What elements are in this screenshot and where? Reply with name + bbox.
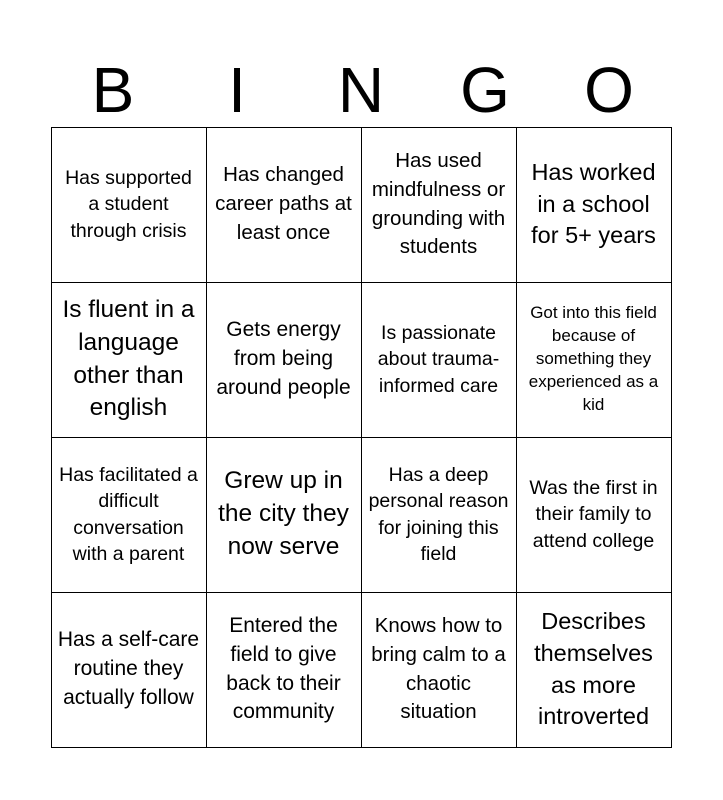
bingo-cell[interactable]: Has changed career paths at least once xyxy=(206,127,362,283)
title-letter-o: O xyxy=(584,54,634,126)
bingo-cell[interactable]: Knows how to bring calm to a chaotic situation xyxy=(361,592,517,748)
title-letter-n: N xyxy=(337,54,385,126)
bingo-cell[interactable]: Has a deep personal reason for joining this field xyxy=(361,437,517,593)
bingo-cell[interactable]: Gets energy from being around people xyxy=(206,282,362,438)
bingo-cell[interactable]: Has worked in a school for 5+ years xyxy=(516,127,672,283)
bingo-cell[interactable]: Describes themselves as more introverted xyxy=(516,592,672,748)
bingo-cell[interactable]: Has used mindfulness or grounding with students xyxy=(361,127,517,283)
bingo-cell[interactable]: Was the first in their family to attend college xyxy=(516,437,672,593)
title-letter-g: G xyxy=(460,54,510,126)
bingo-cell[interactable]: Is passionate about trauma-informed care xyxy=(361,282,517,438)
bingo-cell[interactable]: Grew up in the city they now serve xyxy=(206,437,362,593)
title-letter-i: I xyxy=(228,54,246,126)
bingo-cell[interactable]: Has a self-care routine they actually follow xyxy=(51,592,207,748)
bingo-cell[interactable]: Has supported a student through crisis xyxy=(51,127,207,283)
bingo-card-grid xyxy=(51,127,671,747)
bingo-cell[interactable]: Got into this field because of something they experienced as a kid xyxy=(516,282,672,438)
bingo-cell[interactable]: Entered the field to give back to their community xyxy=(206,592,362,748)
bingo-title xyxy=(51,52,671,128)
title-letter-b: B xyxy=(91,54,135,126)
bingo-cell[interactable]: Is fluent in a language other than english xyxy=(51,282,207,438)
bingo-cell[interactable]: Has facilitated a difficult conversation with a parent xyxy=(51,437,207,593)
